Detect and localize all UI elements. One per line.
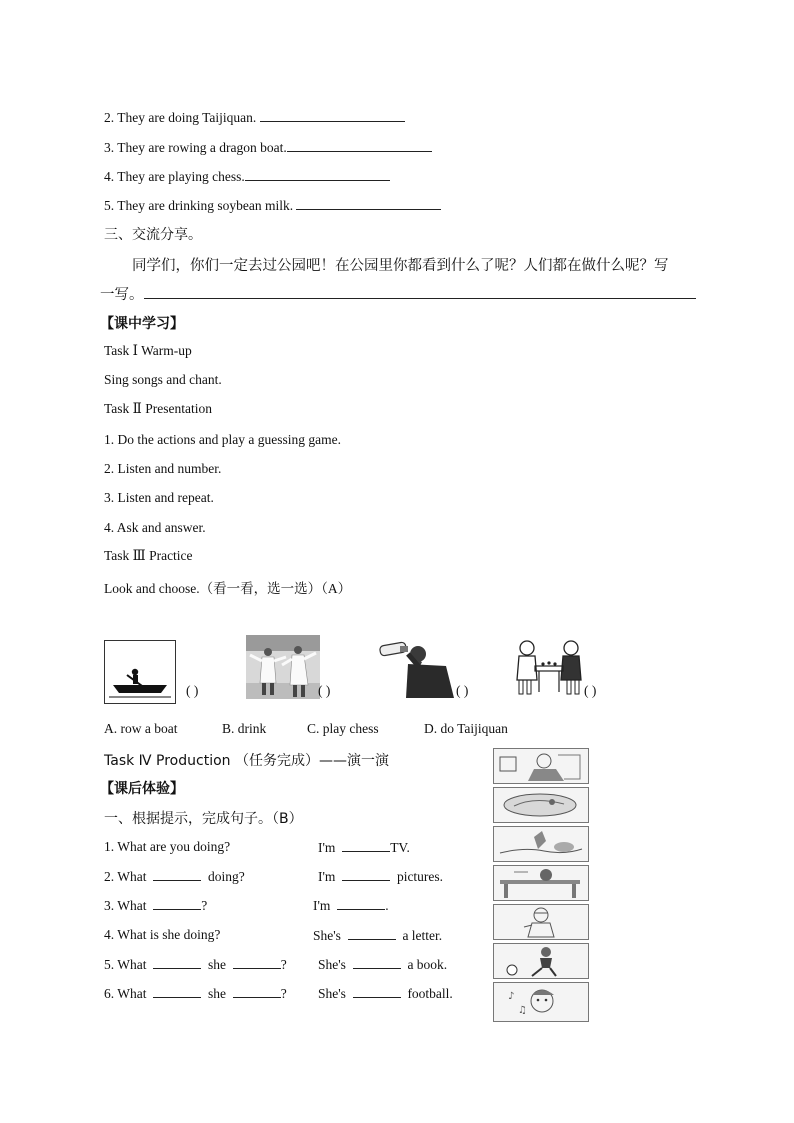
option-c: C. play chess — [307, 721, 379, 736]
answer-blank[interactable] — [348, 927, 396, 940]
answer-blank[interactable] — [296, 197, 441, 210]
svg-text:♪: ♪ — [508, 991, 515, 1002]
option-d: D. do Taijiquan — [424, 721, 508, 736]
question-4: 4. What is she doing? — [104, 927, 221, 942]
playing-chess-picture — [513, 636, 585, 698]
pre-item-3: 3. They are rowing a dragon boat. — [104, 139, 432, 156]
svg-text:♫: ♫ — [518, 1005, 527, 1016]
pre-item-5: 5. They are drinking soybean milk. — [104, 197, 441, 214]
task2-title: Task Ⅱ Presentation — [104, 401, 212, 416]
task2-item: 1. Do the actions and play a guessing game. — [104, 432, 341, 447]
question-5: 5. What she ? — [104, 957, 287, 972]
section-one-title: 一、根据提示，完成句子。（B） — [104, 811, 303, 827]
drinking-picture — [378, 640, 454, 698]
task2-item: 3. Listen and repeat. — [104, 490, 214, 505]
pre-item-2: 2. They are doing Taijiquan. — [104, 109, 405, 126]
reading-picture — [493, 826, 589, 862]
task1-content: Sing songs and chant. — [104, 372, 222, 387]
answer-blank[interactable] — [342, 868, 390, 881]
answer-blank[interactable] — [245, 168, 390, 181]
answer-1: I'm TV. — [318, 840, 410, 855]
answer-6: She's football. — [318, 986, 453, 1001]
share-text-line1: 同学们，你们一定去过公园吧！在公园里你都看到什么了呢？人们都在做什么呢？写 — [132, 258, 669, 274]
answer-blank[interactable] — [153, 956, 201, 969]
watching-tv-picture — [493, 748, 589, 784]
answer-paren[interactable]: ( ) — [186, 683, 199, 698]
task1-title: Task Ⅰ Warm-up — [104, 343, 192, 358]
singing-picture — [493, 982, 589, 1022]
task2-item: 2. Listen and number. — [104, 461, 222, 476]
option-b: B. drink — [222, 721, 267, 736]
answer-blank[interactable] — [353, 985, 401, 998]
answer-4: She's a letter. — [313, 928, 443, 943]
share-text-line2: 一写。 — [100, 283, 696, 304]
answer-blank[interactable] — [353, 956, 401, 969]
question-3: 3. What ? — [104, 898, 208, 913]
rowing-boat-picture — [104, 640, 176, 704]
answer-blank[interactable] — [233, 985, 281, 998]
answer-blank[interactable] — [260, 109, 405, 122]
task4-title: Task Ⅳ Production （任务完成）——演一演 — [104, 753, 389, 769]
option-a: A. row a boat — [104, 721, 178, 736]
answer-5: She's a book. — [318, 957, 448, 972]
answer-paren[interactable]: ( ) — [456, 683, 469, 698]
section-heading-after: 【课后体验】 — [100, 781, 184, 797]
answer-blank[interactable] — [233, 956, 281, 969]
section-heading-class: 【课中学习】 — [100, 316, 184, 332]
share-answer-blank[interactable] — [144, 285, 696, 299]
question-2: 2. What doing? — [104, 869, 245, 884]
answer-paren[interactable]: ( ) — [584, 683, 597, 698]
task2-item: 4. Ask and answer. — [104, 520, 206, 535]
share-heading: 三、交流分享。 — [104, 227, 202, 243]
answer-2: I'm pictures. — [318, 869, 444, 884]
answer-3: I'm . — [313, 898, 389, 913]
pre-item-4: 4. They are playing chess. — [104, 168, 390, 185]
girl-picture — [493, 904, 589, 940]
answer-paren[interactable]: ( ) — [318, 683, 331, 698]
writing-picture — [493, 865, 589, 901]
answer-blank[interactable] — [153, 985, 201, 998]
task3-title: Task Ⅲ Practice — [104, 548, 193, 563]
question-1: 1. What are you doing? — [104, 839, 231, 854]
task3-instruction: Look and choose.（看一看，选一选）（A） — [104, 581, 352, 596]
answer-blank[interactable] — [337, 897, 385, 910]
answer-blank[interactable] — [153, 897, 201, 910]
answer-blank[interactable] — [287, 139, 432, 152]
taijiquan-picture — [246, 635, 320, 699]
question-6: 6. What she ? — [104, 986, 287, 1001]
playing-football-picture — [493, 943, 589, 979]
drawing-pictures-picture — [493, 787, 589, 823]
answer-blank[interactable] — [153, 868, 201, 881]
answer-blank[interactable] — [342, 839, 390, 852]
